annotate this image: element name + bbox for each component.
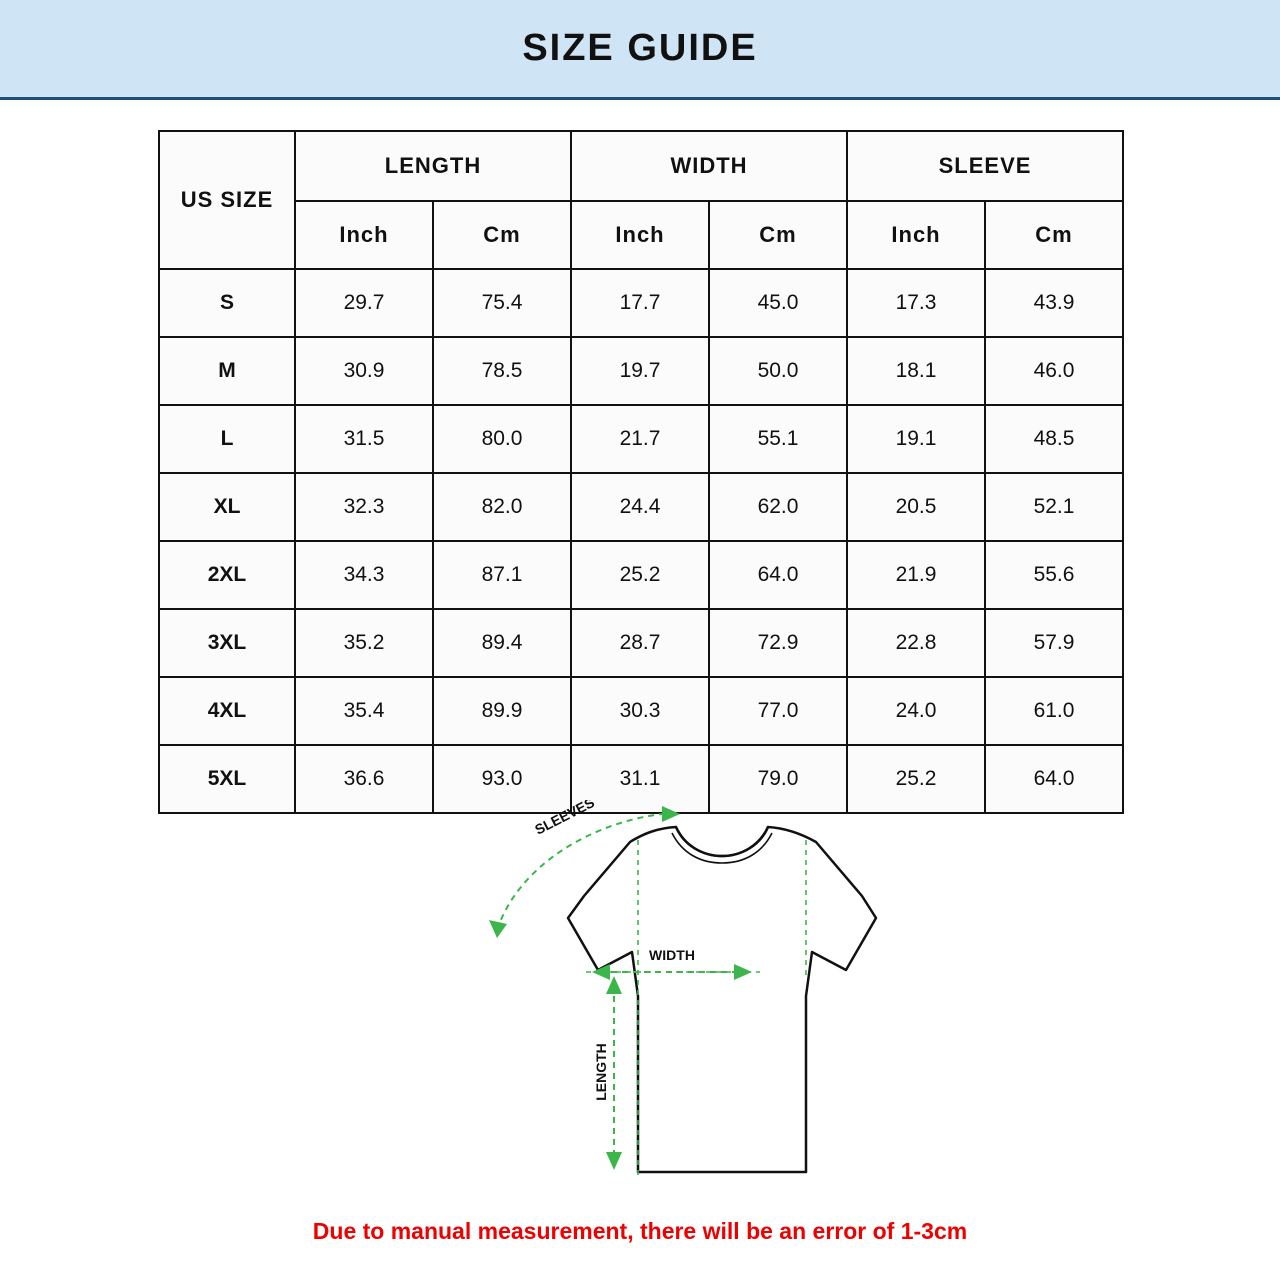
cell-size: L xyxy=(159,405,295,473)
cell-size: 3XL xyxy=(159,609,295,677)
unit-header-length-inch: Inch xyxy=(295,201,433,269)
size-table xyxy=(158,130,1124,814)
length-arrow-head-bottom xyxy=(606,1152,622,1170)
unit-header-width-inch: Inch xyxy=(571,201,709,269)
table-row xyxy=(159,541,1123,609)
cell-sleeve-cm: 61.0 xyxy=(985,677,1123,745)
cell-size: 5XL xyxy=(159,745,295,813)
cell-sleeve-inch: 18.1 xyxy=(847,337,985,405)
cell-width-inch: 31.1 xyxy=(571,745,709,813)
cell-width-inch: 17.7 xyxy=(571,269,709,337)
table-row xyxy=(159,473,1123,541)
tshirt-measurement-diagram xyxy=(0,800,1280,1220)
cell-length-cm: 75.4 xyxy=(433,269,571,337)
unit-header-sleeve-cm: Cm xyxy=(985,201,1123,269)
cell-width-cm: 55.1 xyxy=(709,405,847,473)
cell-size: 2XL xyxy=(159,541,295,609)
cell-sleeve-cm: 55.6 xyxy=(985,541,1123,609)
header-banner xyxy=(0,0,1280,100)
cell-sleeve-cm: 52.1 xyxy=(985,473,1123,541)
cell-width-inch: 24.4 xyxy=(571,473,709,541)
table-group-header-row xyxy=(159,131,1123,201)
cell-width-inch: 25.2 xyxy=(571,541,709,609)
cell-length-cm: 87.1 xyxy=(433,541,571,609)
cell-width-cm: 45.0 xyxy=(709,269,847,337)
cell-length-inch: 36.6 xyxy=(295,745,433,813)
cell-length-inch: 32.3 xyxy=(295,473,433,541)
cell-length-cm: 89.4 xyxy=(433,609,571,677)
unit-header-length-cm: Cm xyxy=(433,201,571,269)
cell-width-cm: 50.0 xyxy=(709,337,847,405)
cell-length-cm: 93.0 xyxy=(433,745,571,813)
cell-width-cm: 72.9 xyxy=(709,609,847,677)
cell-size: S xyxy=(159,269,295,337)
cell-length-inch: 34.3 xyxy=(295,541,433,609)
cell-width-inch: 28.7 xyxy=(571,609,709,677)
page-title: SIZE GUIDE xyxy=(522,27,758,69)
unit-header-width-cm: Cm xyxy=(709,201,847,269)
cell-length-cm: 80.0 xyxy=(433,405,571,473)
length-label: LENGTH xyxy=(593,1043,609,1101)
cell-width-cm: 79.0 xyxy=(709,745,847,813)
cell-width-cm: 62.0 xyxy=(709,473,847,541)
unit-header-sleeve-inch: Inch xyxy=(847,201,985,269)
cell-size: M xyxy=(159,337,295,405)
sleeves-label: SLEEVES xyxy=(532,800,597,838)
cell-sleeve-cm: 57.9 xyxy=(985,609,1123,677)
cell-length-inch: 30.9 xyxy=(295,337,433,405)
table-row xyxy=(159,269,1123,337)
column-header-us-size: US SIZE xyxy=(159,131,295,269)
table-row xyxy=(159,405,1123,473)
cell-sleeve-inch: 20.5 xyxy=(847,473,985,541)
cell-sleeve-cm: 48.5 xyxy=(985,405,1123,473)
cell-length-inch: 35.2 xyxy=(295,609,433,677)
table-row xyxy=(159,337,1123,405)
table-row xyxy=(159,677,1123,745)
cell-sleeve-cm: 46.0 xyxy=(985,337,1123,405)
cell-width-inch: 21.7 xyxy=(571,405,709,473)
cell-sleeve-inch: 21.9 xyxy=(847,541,985,609)
cell-sleeve-cm: 64.0 xyxy=(985,745,1123,813)
cell-length-inch: 31.5 xyxy=(295,405,433,473)
cell-length-cm: 78.5 xyxy=(433,337,571,405)
table-unit-header-row xyxy=(159,201,1123,269)
sleeve-arrow-head-left xyxy=(489,920,507,938)
size-table-container xyxy=(158,130,1122,814)
column-header-length: LENGTH xyxy=(295,131,571,201)
width-label: WIDTH xyxy=(649,947,695,963)
cell-sleeve-inch: 22.8 xyxy=(847,609,985,677)
cell-sleeve-inch: 25.2 xyxy=(847,745,985,813)
cell-length-cm: 89.9 xyxy=(433,677,571,745)
table-row xyxy=(159,609,1123,677)
column-header-width: WIDTH xyxy=(571,131,847,201)
cell-width-inch: 30.3 xyxy=(571,677,709,745)
column-header-sleeve: SLEEVE xyxy=(847,131,1123,201)
cell-length-inch: 29.7 xyxy=(295,269,433,337)
cell-width-cm: 77.0 xyxy=(709,677,847,745)
cell-width-inch: 19.7 xyxy=(571,337,709,405)
measurement-disclaimer: Due to manual measurement, there will be an error of 1-3cm xyxy=(312,1218,968,1244)
cell-size: 4XL xyxy=(159,677,295,745)
cell-length-inch: 35.4 xyxy=(295,677,433,745)
cell-width-cm: 64.0 xyxy=(709,541,847,609)
cell-sleeve-inch: 24.0 xyxy=(847,677,985,745)
cell-sleeve-cm: 43.9 xyxy=(985,269,1123,337)
cell-length-cm: 82.0 xyxy=(433,473,571,541)
sleeve-arrow-head-right xyxy=(662,806,680,822)
cell-sleeve-inch: 17.3 xyxy=(847,269,985,337)
cell-sleeve-inch: 19.1 xyxy=(847,405,985,473)
cell-size: XL xyxy=(159,473,295,541)
